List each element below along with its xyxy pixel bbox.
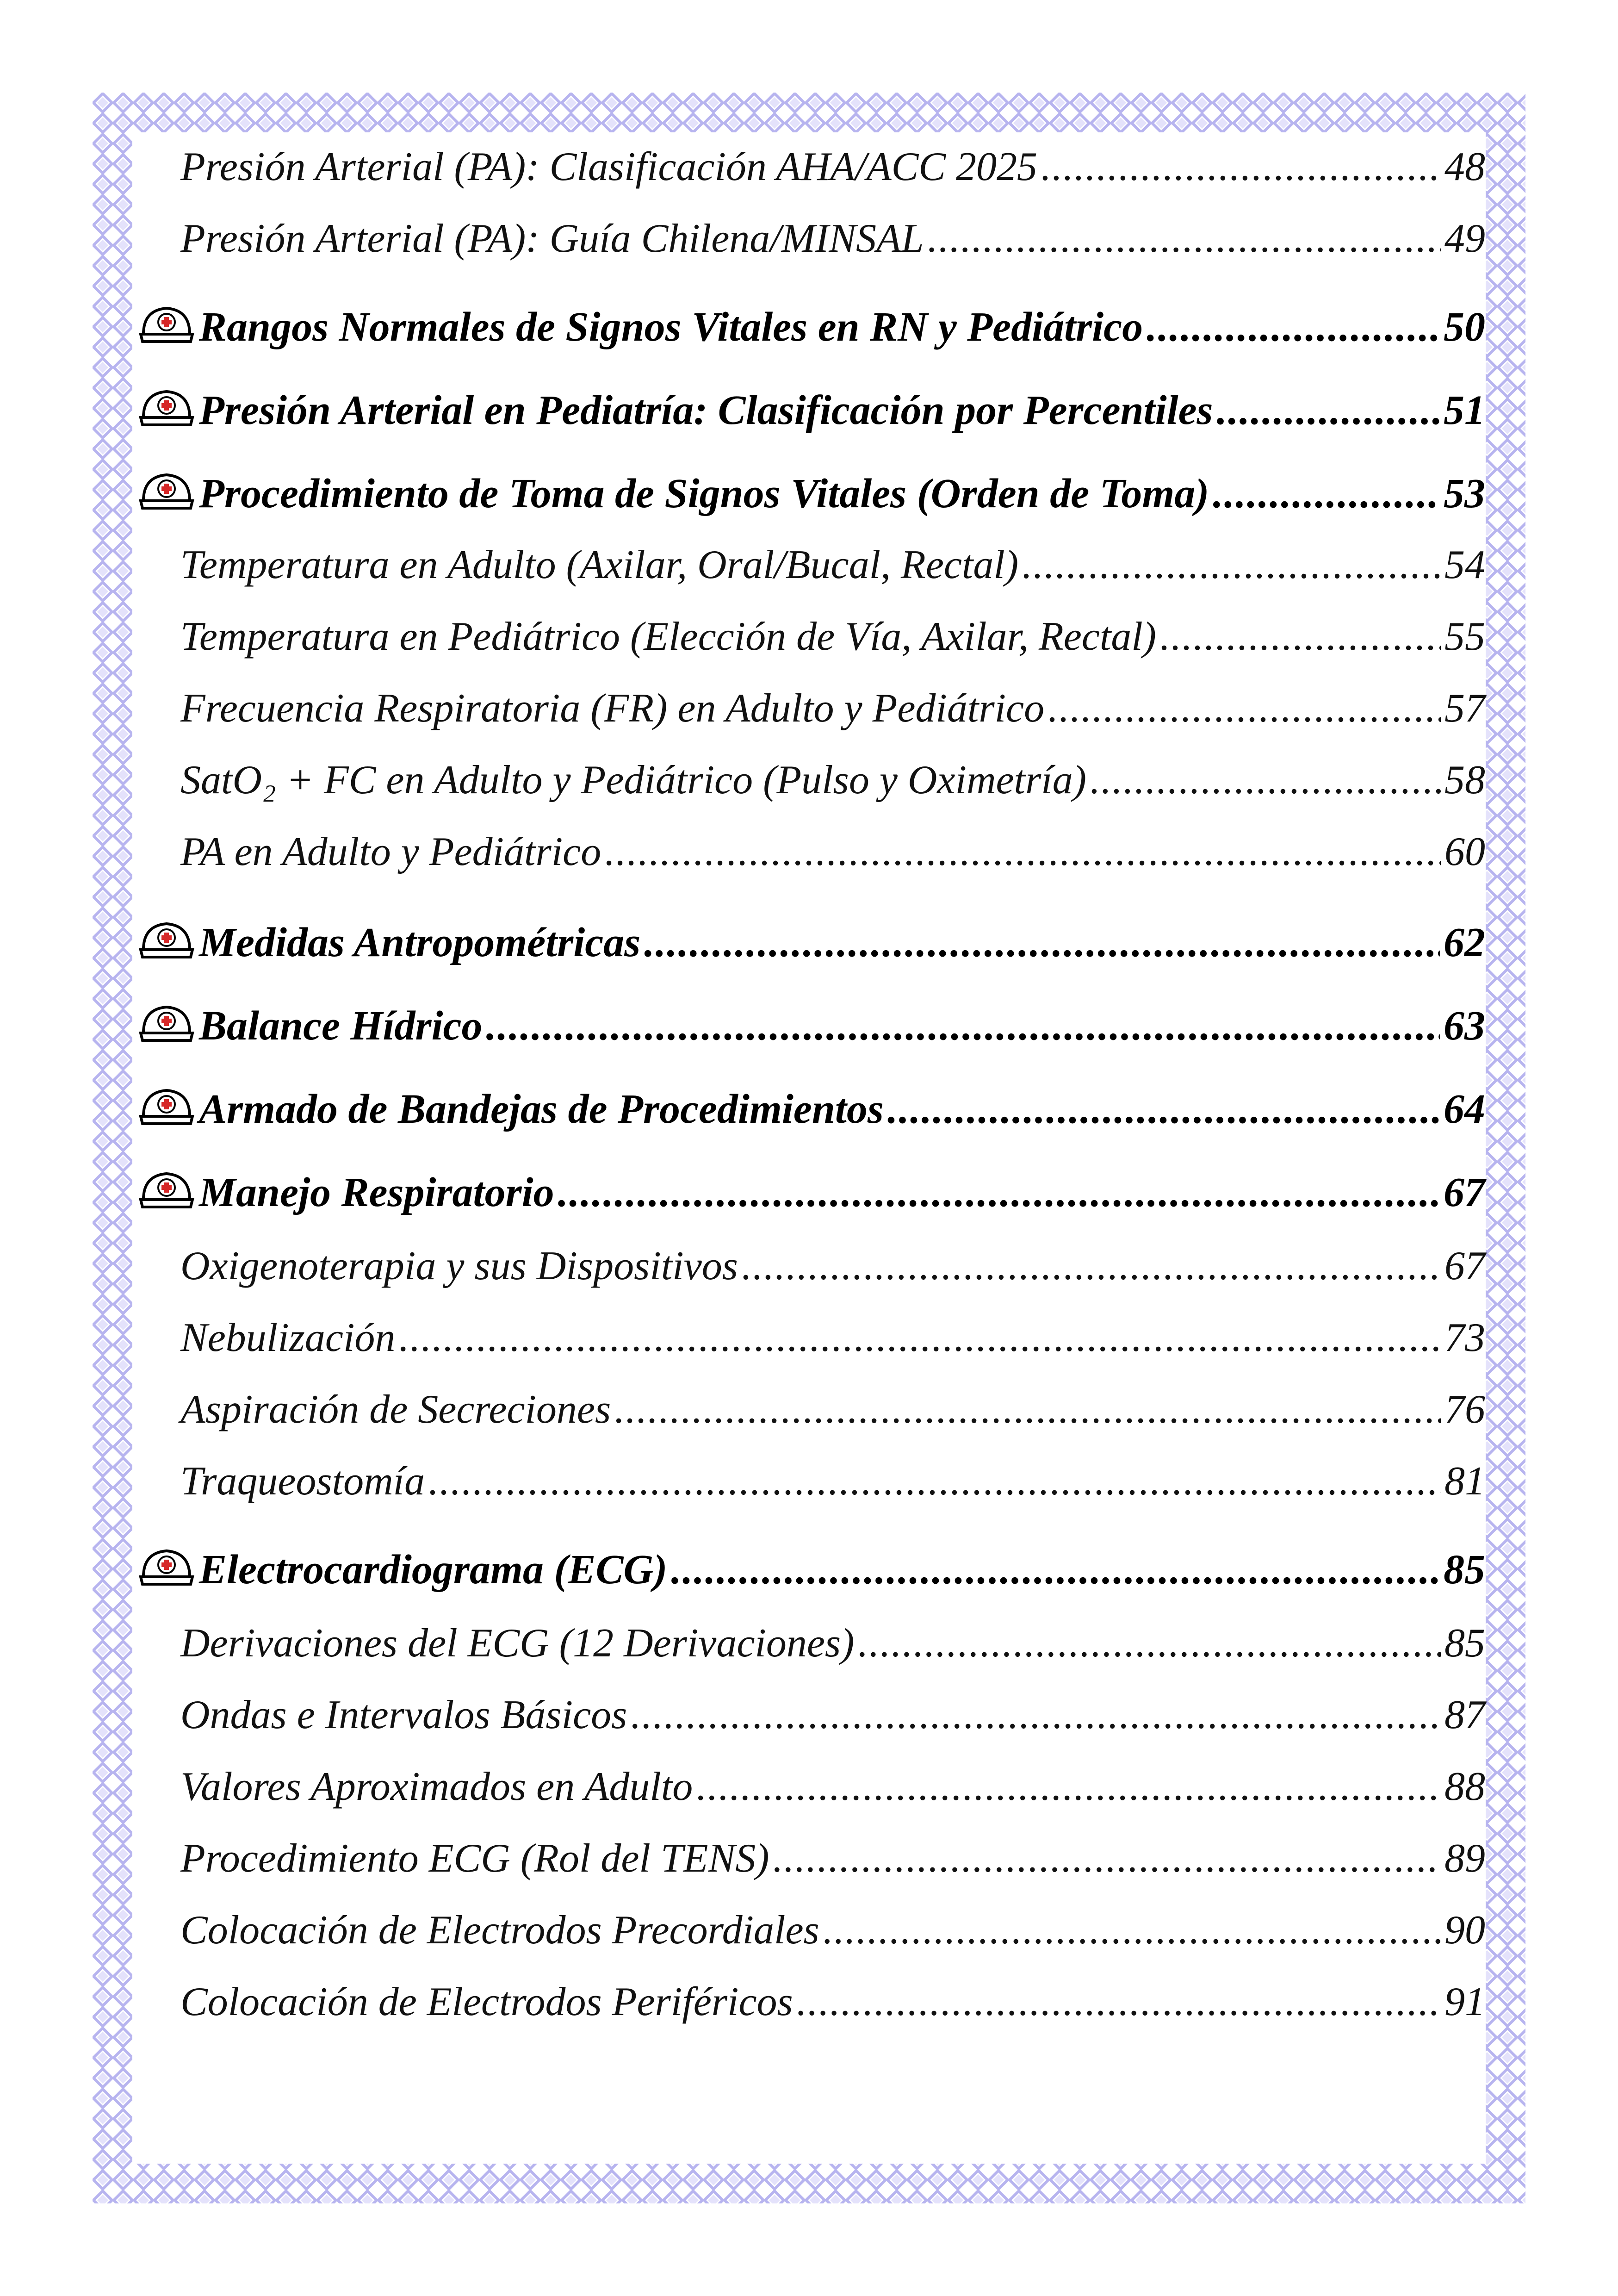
dot-leader bbox=[1048, 685, 1441, 732]
toc-subentry[interactable] bbox=[139, 1763, 1485, 1810]
dot-leader bbox=[823, 1907, 1441, 1954]
toc-heading-entry[interactable] bbox=[139, 1078, 1485, 1133]
dot-leader bbox=[1213, 470, 1440, 517]
toc-entry-title: Colocación de Electrodos Precordiales bbox=[180, 1908, 819, 1953]
toc-page-number: 81 bbox=[1444, 1459, 1485, 1504]
toc-heading-entry[interactable] bbox=[139, 463, 1485, 517]
toc-page-number: 76 bbox=[1444, 1387, 1485, 1432]
toc-entry-title: Balance Hídrico bbox=[199, 1003, 483, 1049]
dot-leader bbox=[428, 1458, 1441, 1505]
nurse-cap-icon bbox=[139, 1084, 194, 1128]
toc-entry-title: Rangos Normales de Signos Vitales en RN y Pediátrico bbox=[199, 304, 1143, 350]
toc-entry-title: Oxigenoterapia y sus Dispositivos bbox=[180, 1244, 738, 1288]
dot-leader bbox=[797, 1979, 1441, 2025]
dot-leader bbox=[605, 828, 1441, 875]
dot-leader bbox=[928, 215, 1441, 262]
toc-entry-title: Presión Arterial (PA): Guía Chilena/MINSAL bbox=[180, 216, 924, 261]
nurse-cap-icon bbox=[139, 385, 194, 429]
toc-subentry[interactable] bbox=[139, 143, 1485, 190]
toc-entry-title: Procedimiento de Toma de Signos Vitales (Orden de Toma) bbox=[199, 471, 1209, 516]
toc-heading-entry[interactable] bbox=[139, 912, 1485, 966]
toc-entry-title: Valores Aproximados en Adulto bbox=[180, 1764, 693, 1809]
nurse-cap-icon bbox=[139, 1544, 194, 1589]
dot-leader bbox=[1022, 541, 1441, 588]
dot-leader bbox=[1217, 386, 1440, 434]
toc-subentry[interactable] bbox=[139, 613, 1485, 660]
toc-page-number: 54 bbox=[1444, 542, 1485, 587]
nurse-cap-icon bbox=[139, 917, 194, 962]
dot-leader bbox=[1041, 143, 1441, 190]
nurse-cap-icon bbox=[139, 1167, 194, 1212]
toc-page-number: 60 bbox=[1444, 829, 1485, 874]
toc-page-number: 90 bbox=[1444, 1908, 1485, 1953]
dot-leader bbox=[644, 919, 1440, 966]
toc-entry-title: Electrocardiograma (ECG) bbox=[199, 1547, 668, 1593]
toc-page-number: 51 bbox=[1444, 387, 1485, 433]
toc-subentry[interactable] bbox=[139, 1314, 1485, 1361]
toc-page-number: 89 bbox=[1444, 1836, 1485, 1881]
toc-subentry[interactable] bbox=[139, 1620, 1485, 1667]
toc-entry-title: Temperatura en Adulto (Axilar, Oral/Bucal, Rectal) bbox=[180, 542, 1019, 587]
toc-entry-title: Procedimiento ECG (Rol del TENS) bbox=[180, 1836, 769, 1881]
toc-entry-title: Colocación de Electrodos Periféricos bbox=[180, 1979, 793, 2024]
toc-heading-entry[interactable] bbox=[139, 380, 1485, 434]
toc-heading-entry[interactable] bbox=[139, 296, 1485, 351]
toc-entry-title: Ondas e Intervalos Básicos bbox=[180, 1692, 627, 1737]
toc-subentry[interactable] bbox=[139, 1386, 1485, 1433]
toc-entry-title: Armado de Bandejas de Procedimientos bbox=[199, 1086, 884, 1132]
toc-page-number: 87 bbox=[1444, 1692, 1485, 1737]
toc-subentry[interactable] bbox=[139, 1979, 1485, 2025]
toc-subentry[interactable] bbox=[139, 1907, 1485, 1954]
toc-subentry[interactable] bbox=[139, 215, 1485, 262]
toc-page-number: 58 bbox=[1444, 758, 1485, 803]
toc-page-number: 85 bbox=[1444, 1547, 1485, 1593]
toc-entry-title: PA en Adulto y Pediátrico bbox=[180, 829, 601, 874]
toc-page-number: 48 bbox=[1444, 144, 1485, 189]
dot-leader bbox=[887, 1085, 1440, 1133]
dot-leader bbox=[671, 1546, 1440, 1593]
toc-entry-title: Temperatura en Pediátrico (Elección de Vía, Axilar, Rectal) bbox=[180, 614, 1157, 659]
toc-page-number: 67 bbox=[1444, 1244, 1485, 1288]
toc-entry-title: Manejo Respiratorio bbox=[199, 1170, 554, 1215]
dot-leader bbox=[696, 1763, 1441, 1810]
toc-subentry[interactable] bbox=[139, 757, 1485, 803]
toc-page-number: 49 bbox=[1444, 216, 1485, 261]
toc-page-number: 50 bbox=[1444, 304, 1485, 350]
toc-entry-title: Aspiración de Secreciones bbox=[180, 1387, 611, 1432]
toc-subentry[interactable] bbox=[139, 685, 1485, 732]
dot-leader bbox=[1090, 757, 1441, 803]
dot-leader bbox=[486, 1002, 1440, 1050]
toc-page-number: 91 bbox=[1444, 1979, 1485, 2024]
toc-entry-title: Medidas Antropométricas bbox=[199, 920, 641, 965]
dot-leader bbox=[742, 1243, 1441, 1289]
nurse-cap-icon bbox=[139, 468, 194, 513]
toc-subentry[interactable] bbox=[139, 1835, 1485, 1882]
toc-entry-title: Traqueostomía bbox=[180, 1459, 425, 1504]
toc-entry-title: Derivaciones del ECG (12 Derivaciones) bbox=[180, 1621, 855, 1666]
toc-page-number: 55 bbox=[1444, 614, 1485, 659]
toc-page-number: 85 bbox=[1444, 1621, 1485, 1666]
toc-subentry[interactable] bbox=[139, 828, 1485, 875]
toc-page-number: 57 bbox=[1444, 686, 1485, 731]
dot-leader bbox=[558, 1169, 1440, 1216]
toc-entry-title: Presión Arterial en Pediatría: Clasificación por Percentiles bbox=[199, 387, 1213, 433]
dot-leader bbox=[858, 1620, 1441, 1667]
toc-entry-title: Frecuencia Respiratoria (FR) en Adulto y Pediátrico bbox=[180, 686, 1045, 731]
toc-entry-title: SatO₂ + FC en Adulto y Pediátrico (Pulso y Oximetría) bbox=[180, 758, 1086, 803]
toc-entry-title: Nebulización bbox=[180, 1315, 396, 1360]
toc-page-number: 53 bbox=[1444, 471, 1485, 516]
dot-leader bbox=[614, 1386, 1441, 1433]
toc-page-number: 64 bbox=[1444, 1086, 1485, 1132]
toc-subentry[interactable] bbox=[139, 1458, 1485, 1505]
nurse-cap-icon bbox=[139, 1001, 194, 1045]
toc-subentry[interactable] bbox=[139, 1243, 1485, 1289]
dot-leader bbox=[773, 1835, 1441, 1882]
toc-page-number: 63 bbox=[1444, 1003, 1485, 1049]
nurse-cap-icon bbox=[139, 302, 194, 346]
toc-subentry[interactable] bbox=[139, 1692, 1485, 1738]
toc-entry-title: Presión Arterial (PA): Clasificación AHA/ACC 2025 bbox=[180, 144, 1037, 189]
dot-leader bbox=[399, 1314, 1441, 1361]
toc-page-number: 62 bbox=[1444, 920, 1485, 965]
toc-page-number: 88 bbox=[1444, 1764, 1485, 1809]
toc-heading-entry[interactable] bbox=[139, 995, 1485, 1050]
dot-leader bbox=[1160, 613, 1441, 660]
toc-heading-entry[interactable] bbox=[139, 1539, 1485, 1593]
dot-leader bbox=[1147, 303, 1440, 351]
toc-page-number: 73 bbox=[1444, 1315, 1485, 1360]
dot-leader bbox=[631, 1692, 1441, 1738]
toc-heading-entry[interactable] bbox=[139, 1162, 1485, 1216]
toc-subentry[interactable] bbox=[139, 541, 1485, 588]
toc-page-number: 67 bbox=[1444, 1170, 1485, 1215]
